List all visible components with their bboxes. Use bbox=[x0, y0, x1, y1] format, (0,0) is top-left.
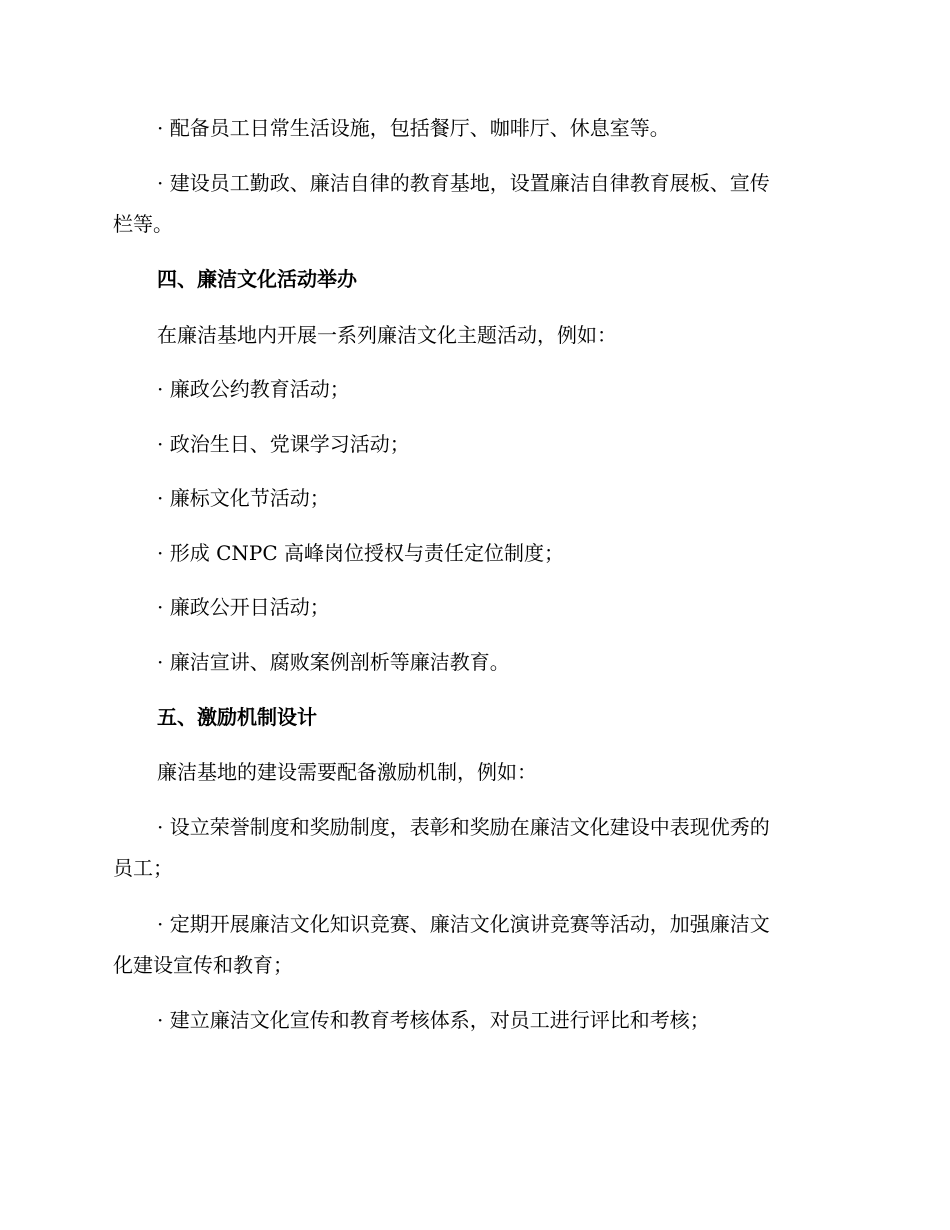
bullet-cnpc-system: · 形成 CNPC 高峰岗位授权与责任定位制度； bbox=[157, 541, 564, 565]
bullet-case-analysis: · 廉洁宣讲、腐败案例剖析等廉洁教育。 bbox=[157, 650, 510, 674]
incentives-intro-paragraph: 廉洁基地的建设需要配备激励机制，例如： bbox=[157, 760, 537, 784]
bullet-facilities: · 配备员工日常生活设施，包括餐厅、咖啡厅、休息室等。 bbox=[157, 116, 670, 140]
activities-intro-paragraph: 在廉洁基地内开展一系列廉洁文化主题活动，例如： bbox=[157, 323, 617, 347]
bullet-knowledge-contest-continued: 化建设宣传和教育； bbox=[113, 953, 293, 977]
bullet-knowledge-contest: · 定期开展廉洁文化知识竞赛、廉洁文化演讲竞赛等活动，加强廉洁文 bbox=[157, 912, 770, 936]
bullet-political-birthday: · 政治生日、党课学习活动； bbox=[157, 432, 410, 456]
bullet-convention-education: · 廉政公约教育活动； bbox=[157, 377, 350, 401]
section-heading-incentives: 五、激励机制设计 bbox=[157, 705, 317, 729]
bullet-education-base-continued: 栏等。 bbox=[113, 212, 173, 236]
bullet-open-day: · 廉政公开日活动； bbox=[157, 595, 330, 619]
bullet-culture-festival: · 廉标文化节活动； bbox=[157, 486, 330, 510]
bullet-assessment-system: · 建立廉洁文化宣传和教育考核体系，对员工进行评比和考核； bbox=[157, 1008, 710, 1032]
bullet-honor-system: · 设立荣誉制度和奖励制度，表彰和奖励在廉洁文化建设中表现优秀的 bbox=[157, 815, 770, 839]
bullet-education-base: · 建设员工勤政、廉洁自律的教育基地，设置廉洁自律教育展板、宣传 bbox=[157, 171, 770, 195]
bullet-honor-system-continued: 员工； bbox=[113, 856, 173, 880]
section-heading-activities: 四、廉洁文化活动举办 bbox=[157, 267, 357, 291]
